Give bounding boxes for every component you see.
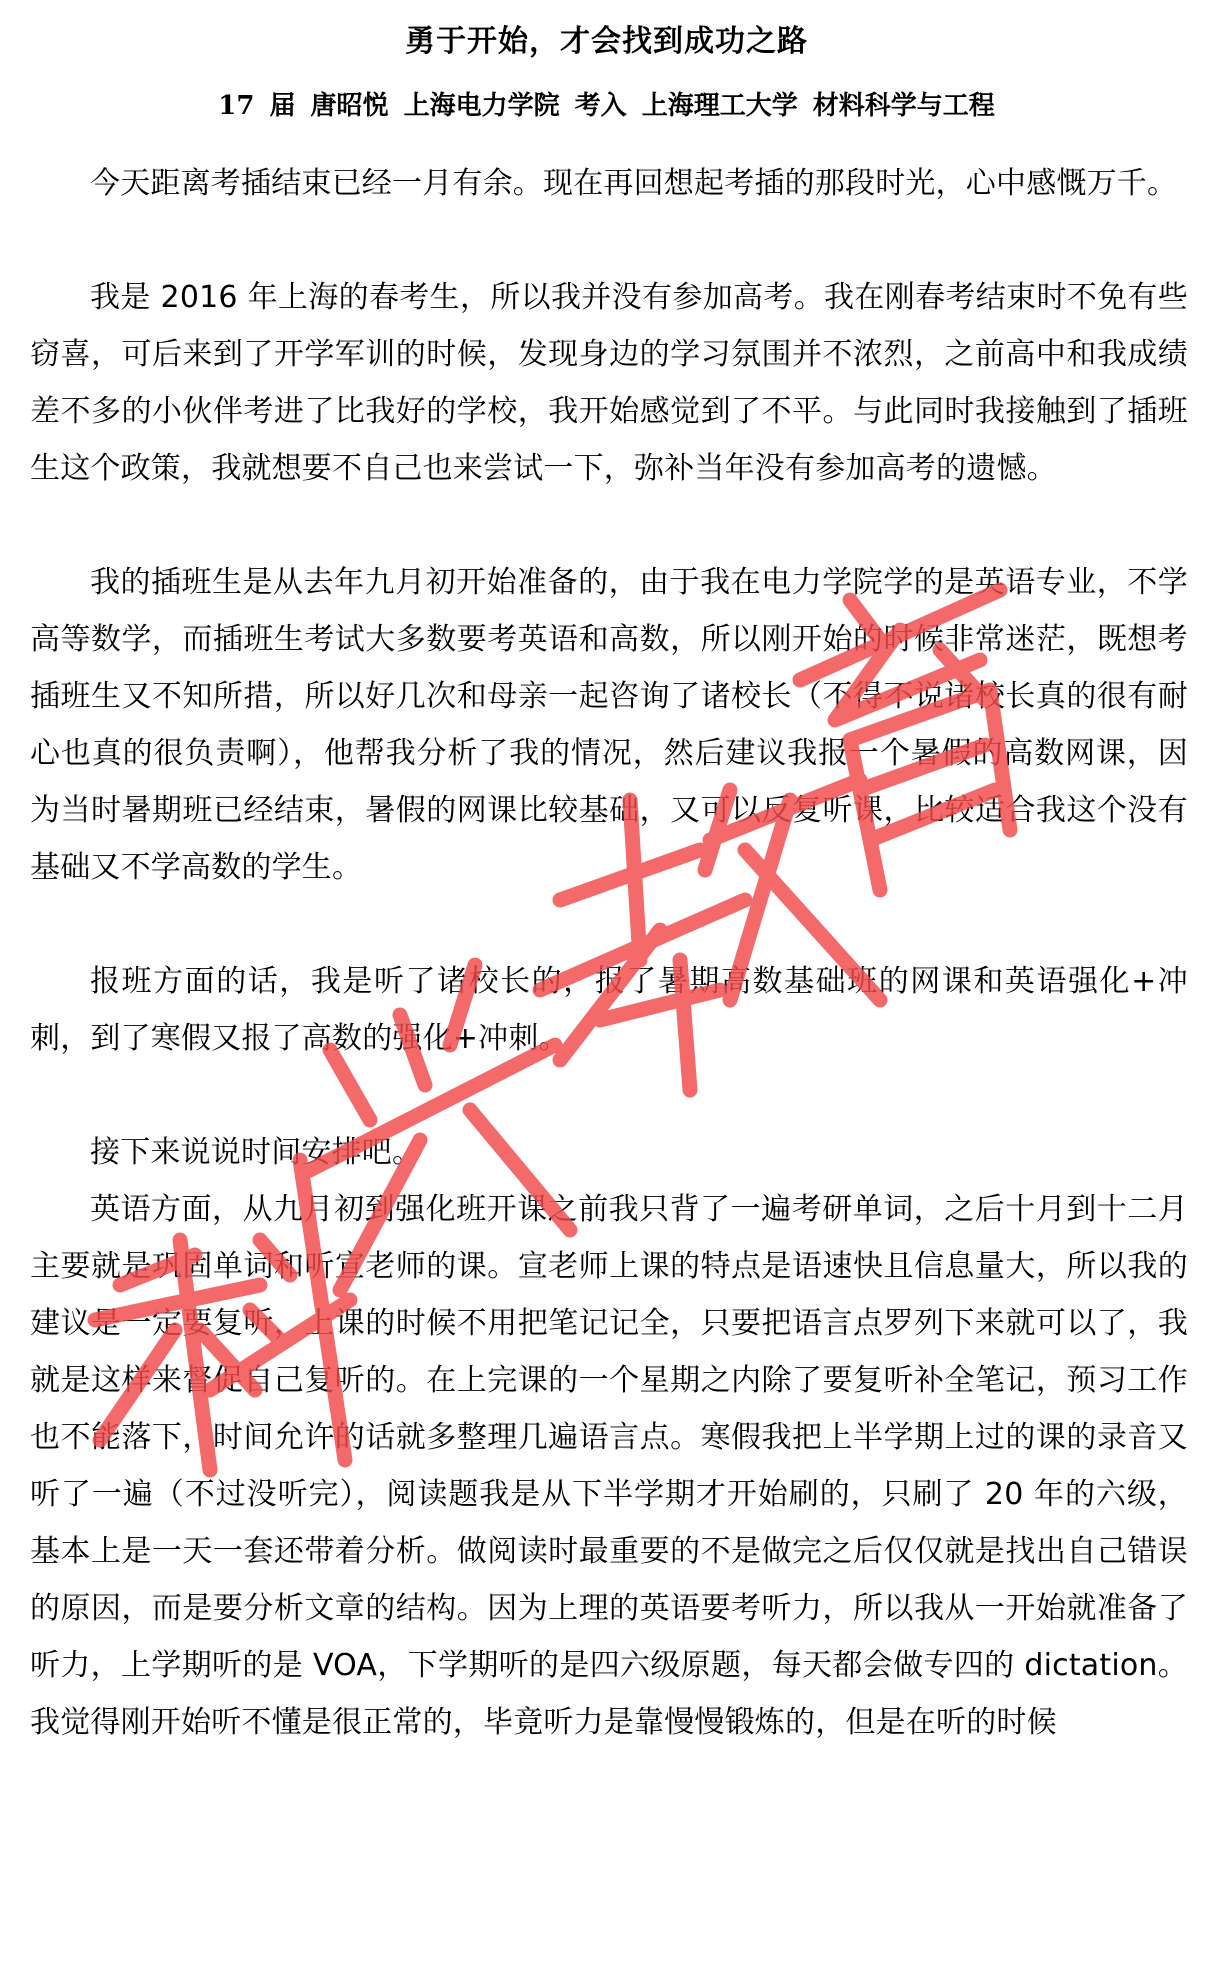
paragraph-5: 接下来说说时间安排吧。 [90, 1135, 423, 1170]
article-body [30, 155, 1188, 1751]
paragraph-1: 今天距离考插结束已经一月有余。现在再回想起考插的那段时光，心中感慨万千。 [90, 166, 1178, 201]
article-byline: 17 届 唐昭悦 上海电力学院 考入 上海理工大学 材料科学与工程 [218, 91, 995, 121]
article-title: 勇于开始，才会找到成功之路 [405, 24, 808, 59]
paragraph-6: 英语方面，从九月初到强化班开课之前我只背了一遍考研单词，之后十月到十二月主要就是巩固单词和听宣老师的课。宣老师上课的特点是语速快且信息量大，所以我的建议是一定要复听，上课的时候不用把笔记记全，只要把语言点罗列下来就可以了，我就是这样来督促自己复听的。在上完课的一个星期之内除了要复听补全笔记，预习工作也不能落下，时间允许的话就多整理几遍语言点。寒假我把上半学期上过的课的录音又听了一遍（不过没听完），阅读题我是从下半学期才开始刷的，只刷了 20 年的六级，基本上是一天一套还带着分析。做阅读时最重要的不是做完之后仅仅就是找出自己错误的原因，而是要分析文章的结构。因为上理的英语要考听力，所以我从一开始就准备了听力，上学期听的是 VOA，下学期听的是四六级原题，每天都会做专四的 dictation。我觉得刚开始听不懂是很正常的，毕竟听力是靠慢慢锻炼的，但是在听的时候 [30, 1192, 1188, 1740]
paragraph-2: 我是 2016 年上海的春考生，所以我并没有参加高考。我在刚春考结束时不免有些窃喜，可后来到了开学军训的时候，发现身边的学习氛围并不浓烈，之前高中和我成绩差不多的小伙伴考进了比我好的学校，我开始感觉到了不平。与此同时我接触到了插班生这个政策，我就想要不自己也来尝试一下，弥补当年没有参加高考的遗憾。 [30, 280, 1188, 486]
paragraph-gap [30, 896, 1188, 953]
paragraph-3: 我的插班生是从去年九月初开始准备的，由于我在电力学院学的是英语专业，不学高等数学，而插班生考试大多数要考英语和高数，所以刚开始的时候非常迷茫，既想考插班生又不知所措，所以好几次和母亲一起咨询了诸校长（不得不说诸校长真的很有耐心也真的很负责啊），他帮我分析了我的情况，然后建议我报一个暑假的高数网课，因为当时暑期班已经结束，暑假的网课比较基础，又可以反复听课，比较适合我这个没有基础又不学高数的学生。 [30, 565, 1188, 885]
paragraph-gap [30, 1067, 1188, 1124]
paragraph-gap [30, 497, 1188, 554]
paragraph-4: 报班方面的话，我是听了诸校长的，报了暑期高数基础班的网课和英语强化+冲刺，到了寒假又报了高数的强化+冲刺。 [30, 964, 1188, 1056]
paragraph-gap [30, 212, 1188, 269]
